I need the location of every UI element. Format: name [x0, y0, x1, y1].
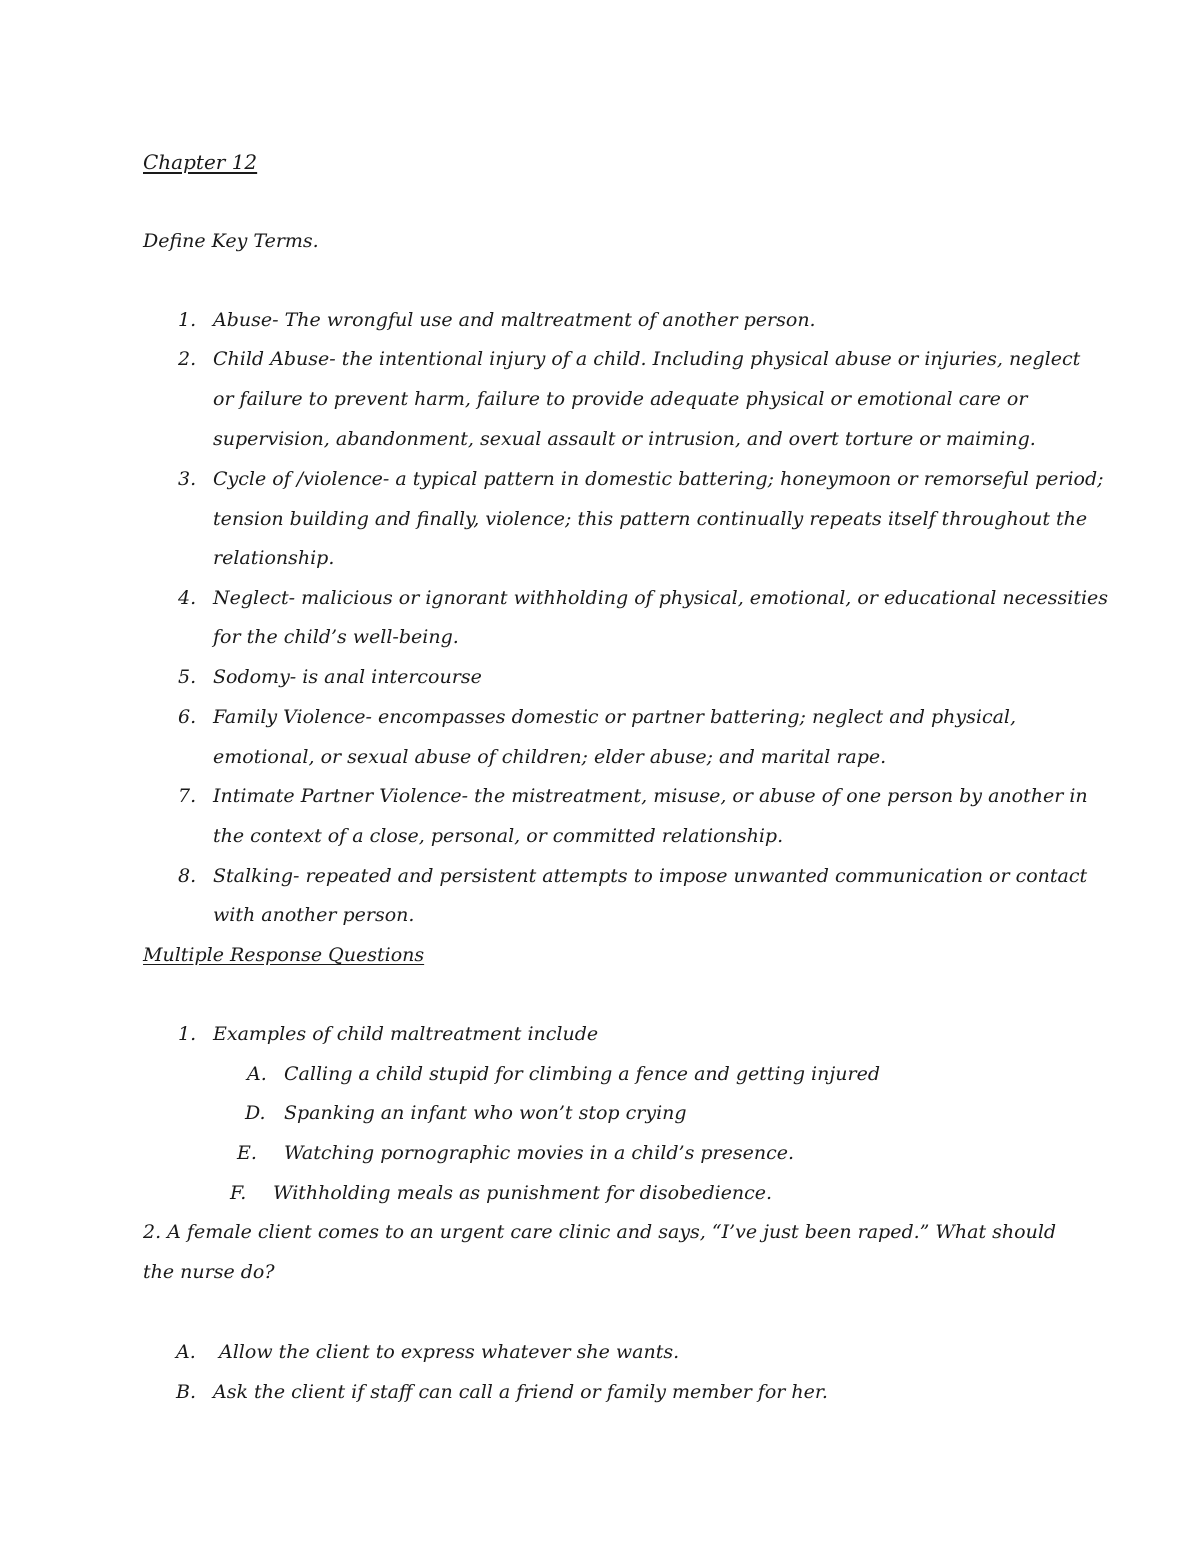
item-number: 5.: [178, 666, 197, 688]
key-terms-heading: Define Key Terms.: [143, 230, 319, 252]
item-text: for the child’s well-being.: [213, 626, 459, 648]
item-number: 6.: [178, 706, 197, 728]
option-letter: E.: [237, 1142, 257, 1164]
item-text: Neglect- malicious or ignorant withholding of physical, emotional, or educational necessities: [213, 587, 1109, 609]
item-number: 2.: [178, 348, 197, 370]
item-text: Intimate Partner Violence- the mistreatment, misuse, or abuse of one person by another in: [213, 785, 1088, 807]
option-letter: A.: [247, 1063, 267, 1085]
option-text: Spanking an infant who won’t stop crying: [284, 1102, 687, 1124]
chapter-heading: Chapter 12: [143, 150, 258, 174]
option-letter: A.: [176, 1341, 196, 1363]
item-number: 8.: [178, 865, 197, 887]
item-text: tension building and finally, violence; this pattern continually repeats itself throughout the: [213, 508, 1088, 530]
question-text: the nurse do?: [143, 1261, 275, 1283]
item-number: 3.: [178, 468, 197, 490]
option-text: Watching pornographic movies in a child’s presence.: [284, 1142, 795, 1164]
item-number: 4.: [178, 587, 197, 609]
option-letter: F.: [230, 1182, 247, 1204]
option-letter: B.: [176, 1381, 197, 1403]
multiple-response-heading: Multiple Response Questions: [143, 944, 425, 966]
option-text: Calling a child stupid for climbing a fence and getting injured: [284, 1063, 880, 1085]
option-text: Allow the client to express whatever she wants.: [219, 1341, 680, 1363]
question-number: 1.: [178, 1023, 197, 1045]
question-text: Examples of child maltreatment include: [213, 1023, 599, 1045]
item-text: Stalking- repeated and persistent attempts to impose unwanted communication or contact: [213, 865, 1088, 887]
item-text: relationship.: [213, 547, 335, 569]
item-text: supervision, abandonment, sexual assault or intrusion, and overt torture or maiming.: [213, 428, 1036, 450]
item-text: Abuse- The wrongful use and maltreatment of another person.: [213, 309, 816, 331]
option-text: Withholding meals as punishment for disobedience.: [273, 1182, 773, 1204]
question-text: 2. A female client comes to an urgent care clinic and says, “I’ve just been raped.” What should: [143, 1221, 1057, 1243]
item-number: 7.: [178, 785, 197, 807]
option-letter: D.: [245, 1102, 266, 1124]
item-text: with another person.: [213, 904, 415, 926]
item-text: or failure to prevent harm, failure to provide adequate physical or emotional care or: [213, 388, 1028, 410]
item-text: emotional, or sexual abuse of children; elder abuse; and marital rape.: [213, 746, 887, 768]
item-text: Sodomy- is anal intercourse: [213, 666, 482, 688]
item-text: Family Violence- encompasses domestic or partner battering; neglect and physical,: [213, 706, 1017, 728]
option-text: Ask the client if staff can call a friend or family member for her.: [213, 1381, 828, 1403]
item-text: the context of a close, personal, or committed relationship.: [213, 825, 784, 847]
item-number: 1.: [178, 309, 197, 331]
item-text: Child Abuse- the intentional injury of a child. Including physical abuse or injuries, neglect: [213, 348, 1081, 370]
item-text: Cycle of /violence- a typical pattern in domestic battering; honeymoon or remorseful period;: [213, 468, 1104, 490]
